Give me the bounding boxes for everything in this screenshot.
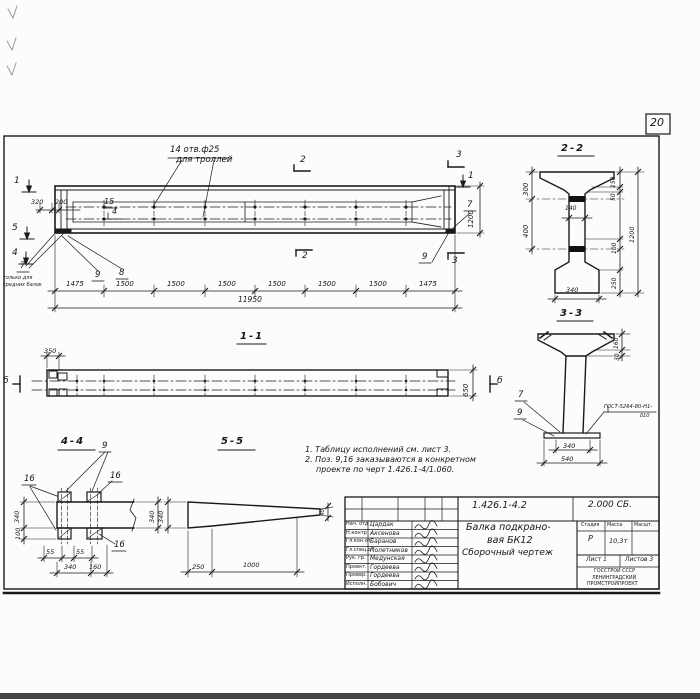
dim-250-s55: 250 [192, 563, 205, 571]
holes-note-line2: для троллей [176, 155, 233, 165]
staff-role-5: Проект. [346, 564, 367, 570]
pos-8: 8 [119, 268, 125, 278]
dim-200: 200 [55, 198, 68, 206]
note-line-3: проекте по черт 1.426.1-4/1.060. [316, 465, 455, 474]
org-line2: ЛЕНИНГРАДСКИЙ [592, 575, 637, 581]
note-line-1: 1. Таблицу исполнений см. лист 3. [305, 445, 452, 454]
pos-16-right: 16 [110, 471, 121, 481]
elevation-view [17, 155, 484, 312]
dim-150: 150 [610, 176, 617, 188]
dim-seg-5: 1500 [268, 280, 286, 288]
staff-name-6: Гордеева [370, 572, 400, 579]
dim-340-right-s44: 340 [148, 510, 156, 523]
dim-total-11950: 11950 [238, 295, 262, 304]
dim-160-s44: 160 [89, 563, 102, 571]
staff-name-2: Баранов [370, 538, 397, 545]
cut-marker-2-bottom: 2 [302, 251, 308, 261]
section-5-5 [164, 450, 333, 577]
dim-400: 400 [522, 224, 530, 238]
corner-marks [7, 6, 17, 75]
pos-7-left: 7 [20, 261, 26, 271]
dim-140: 140 [565, 205, 577, 212]
dim-340-s22: 340 [566, 286, 579, 294]
staff-name-1: Аксенова [370, 530, 400, 537]
dim-50: 50 [610, 193, 617, 201]
dim-seg-4: 1500 [218, 280, 236, 288]
dim-1200-section: 1200 [628, 226, 636, 243]
dim-100: 100 [611, 242, 618, 254]
staff-role-6: Провер. [346, 572, 367, 578]
dim-40-s55: 40 [320, 509, 326, 516]
stage-value: Р [588, 534, 593, 543]
cut-marker-2-top: 2 [300, 155, 306, 165]
dim-30-s33: 30 [614, 353, 621, 361]
dim-55-b: 55 [76, 548, 85, 556]
section-4-4 [20, 450, 162, 577]
dim-55-a: 55 [46, 548, 55, 556]
cut-marker-b-right: б [497, 376, 503, 386]
staff-role-1: Н.контр [346, 530, 367, 536]
dim-seg-6: 1500 [318, 280, 336, 288]
cut-marker-3-top: 3 [456, 150, 462, 160]
staff-role-3: Гл.спец.от [346, 547, 374, 553]
cut-marker-1-left: 1 [14, 176, 20, 186]
staff-role-2: Гл.кон.от [346, 538, 371, 544]
staff-name-5: Гордеева [370, 564, 400, 571]
doc-number: 1.426.1-4.2 [472, 500, 527, 511]
cut-marker-4: 4 [12, 248, 18, 258]
cut-marker-5: 5 [12, 223, 18, 233]
dim-seg-2: 1500 [116, 280, 134, 288]
staff-name-7: Бобович [370, 581, 397, 588]
dim-340-s33: 340 [563, 442, 576, 450]
pos-16-bottom: 16 [114, 540, 125, 550]
pos-15: 15 [104, 197, 115, 206]
dim-100-s44: 100 [14, 527, 22, 540]
note-7-line1: только для [3, 275, 33, 281]
cut-marker-b-left: б [3, 376, 9, 386]
section-2-2-title: 2-2 [561, 143, 586, 154]
dim-seg-7: 1500 [369, 280, 387, 288]
pos-4: 4 [112, 207, 118, 216]
scan-edge [0, 693, 700, 699]
dim-seg-3: 1500 [167, 280, 185, 288]
stage-header: Стадия [581, 523, 600, 528]
pos-9-s44: 9 [102, 441, 108, 451]
staff-role-7: Исполн. [346, 581, 367, 587]
staff-role-0: Нач. отд [346, 521, 369, 527]
staff-role-4: Рук. гр. [346, 555, 366, 561]
sheet-number: Лист 1 [586, 556, 607, 563]
drawing-name-line3: Сборочный чертеж [462, 548, 554, 558]
pos-16-left: 16 [24, 474, 35, 484]
dim-250: 250 [611, 277, 618, 289]
view-1-1 [13, 344, 497, 401]
dim-300: 300 [522, 182, 530, 196]
dim-160-s33: 160 [613, 337, 620, 349]
staff-name-0: Цардак [370, 521, 394, 528]
dim-350: 350 [44, 347, 57, 355]
dim-340-bottom-s44: 340 [64, 563, 77, 571]
org-line3: ПРОМСТРОЙПРОЕКТ [587, 582, 638, 587]
doc-series: 2.000 СБ. [588, 500, 632, 510]
drawing-name-line2: вая БК12 [487, 535, 533, 546]
section-2-2 [526, 156, 644, 303]
dim-height-1200: 1200 [467, 210, 475, 228]
weld-note-line2: δ10 [640, 413, 650, 419]
dim-1000-s55: 1000 [243, 561, 260, 569]
note-7-line2: средних балок [3, 282, 42, 288]
scale-header: Масшт. [634, 523, 653, 528]
dim-650: 650 [462, 383, 470, 397]
drawing-name-line1: Балка подкрано- [466, 522, 551, 533]
staff-name-4: Медунская [370, 555, 405, 562]
dim-540-s33: 540 [561, 455, 574, 463]
view-1-1-title: 1-1 [240, 331, 265, 342]
dim-340-s55: 340 [157, 510, 165, 523]
section-5-5-title: 5-5 [221, 436, 246, 447]
section-4-4-title: 4-4 [61, 436, 86, 447]
pos-7-s33: 7 [518, 390, 524, 400]
cut-marker-3-bottom: 3 [452, 256, 458, 266]
section-3-3-title: 3-3 [560, 308, 585, 319]
org-line1: ГОССТРОЙ СССР [594, 569, 636, 574]
note-line-2: 2. Поз. 9,16 заказываются в конкретном [305, 455, 476, 464]
mass-header: Масса [607, 523, 623, 528]
mass-value: 10,3т [609, 537, 628, 545]
sheets-total: Листов 3 [625, 556, 654, 563]
weld-note-line1: ГОСТ-5264-80-Н1- [604, 404, 653, 410]
staff-name-3: Полетников [370, 547, 408, 554]
dim-340-left-s44: 340 [13, 510, 21, 523]
page-number: 20 [650, 116, 664, 129]
pos-7-right: 7 [467, 200, 473, 210]
pos-9-s33: 9 [517, 408, 523, 418]
pos-9-right: 9 [422, 252, 428, 262]
dim-seg-8: 1475 [419, 280, 437, 288]
holes-note-line1: 14 отв.ф25 [170, 145, 220, 155]
dim-320: 320 [31, 198, 44, 206]
section-3-3 [514, 321, 656, 466]
dim-seg-1: 1475 [66, 280, 84, 288]
pos-9-left: 9 [95, 270, 101, 280]
cut-marker-1-right: 1 [468, 171, 474, 181]
